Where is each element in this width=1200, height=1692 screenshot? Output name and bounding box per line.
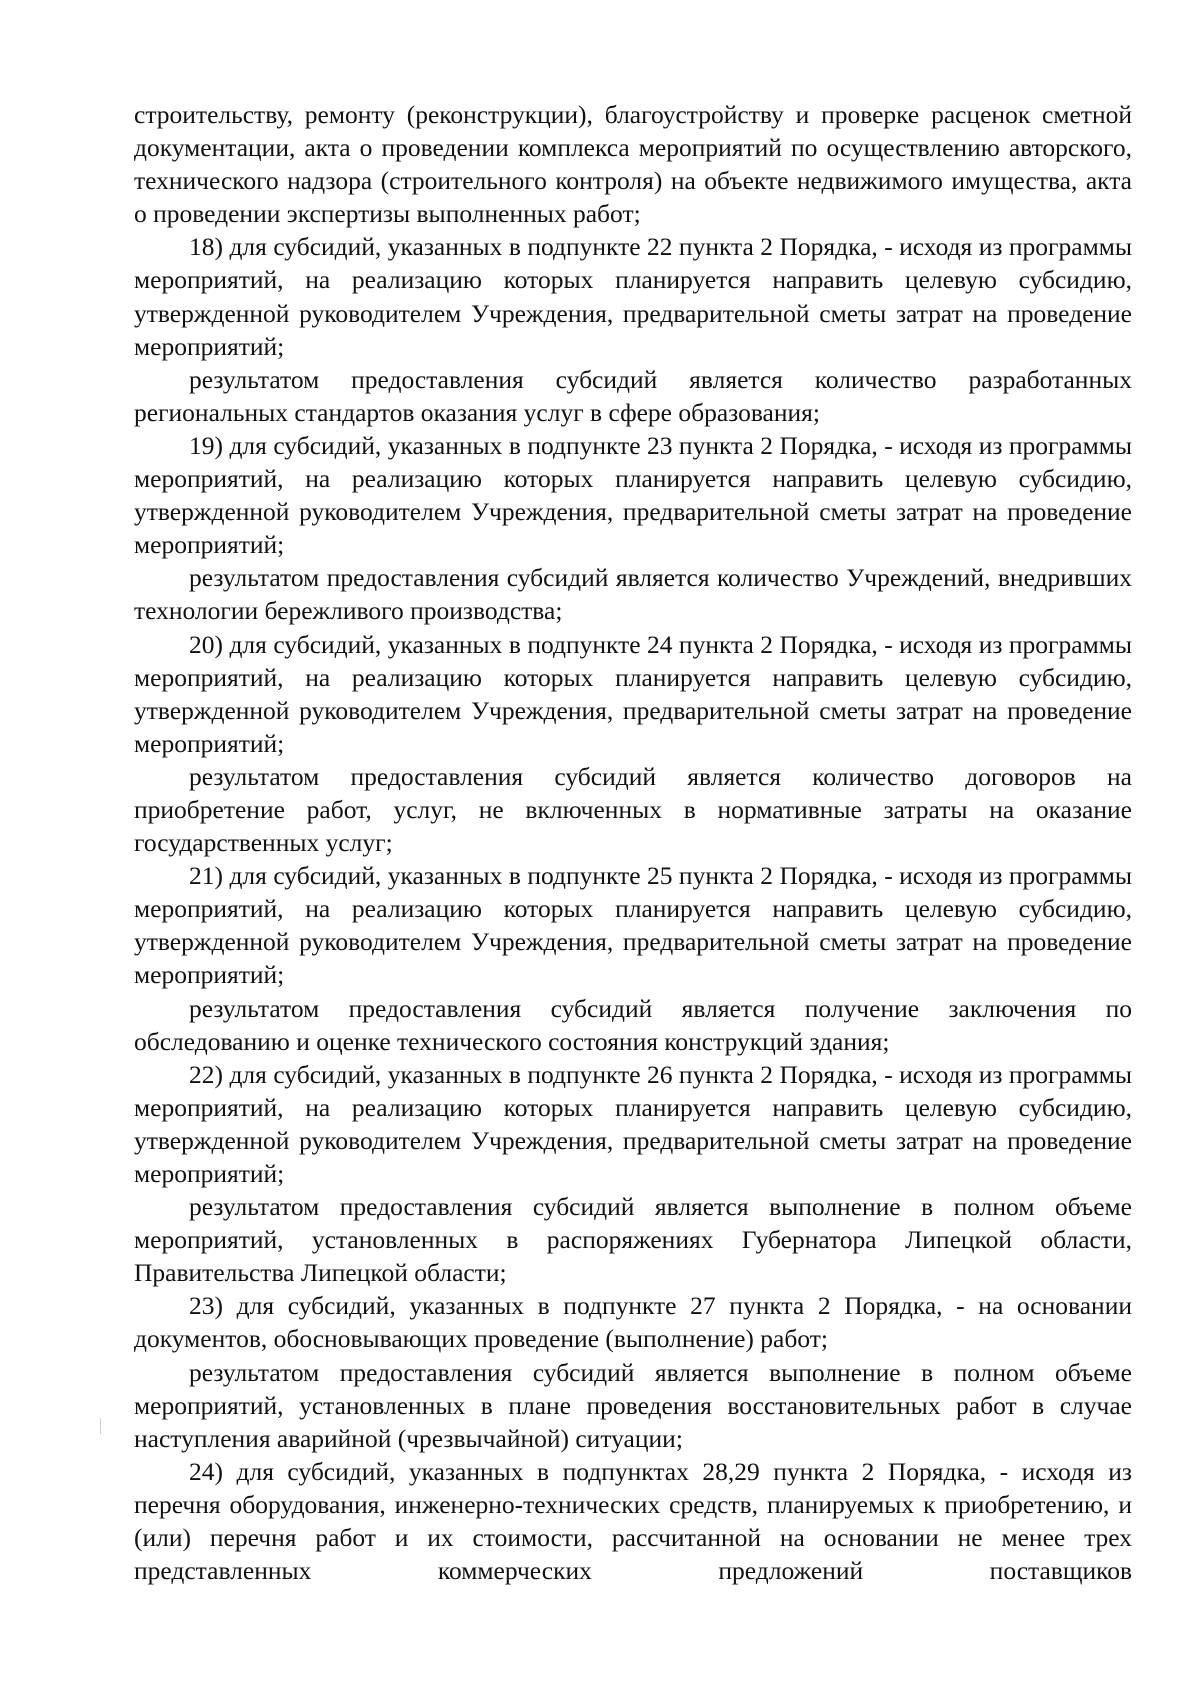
paragraph-item-19: 19) для субсидий, указанных в подпункте 23 пункта 2 Порядка, - исходя из программы мероприятий, на реализацию которых планируется направить целевую субсидию, утвержденной руководителем Учреждения, предварительной сметы затрат на проведение мероприятий; bbox=[134, 430, 1132, 560]
paragraph-result-22: результатом предоставления субсидий является выполнение в полном объеме мероприятий, установленных в распоряжениях Губернатора Липецкой области, Правительства Липецкой области; bbox=[134, 1192, 1132, 1288]
paragraph-result-23: результатом предоставления субсидий является выполнение в полном объеме мероприятий, установленных в плане проведения восстановительных работ в случае наступления аварийной (чрезвычайной) ситуации; bbox=[134, 1357, 1132, 1453]
paragraph-continuation: строительству, ремонту (реконструкции), благоустройству и проверке расценок сметной документации, акта о проведении комплекса мероприятий по осуществлению авторского, технического надзора (строительного контроля) на объекте недвижимого имущества, акта о проведении экспертизы выполненных работ; bbox=[134, 100, 1132, 229]
paragraph-item-20: 20) для субсидий, указанных в подпункте 24 пункта 2 Порядка, - исходя из программы мероприятий, на реализацию которых планируется направить целевую субсидию, утвержденной руководителем Учреждения, предварительной сметы затрат на проведение мероприятий; bbox=[134, 629, 1132, 758]
paragraph-result-18: результатом предоставления субсидий является количество разработанных региональных стандартов оказания услуг в сфере образования; bbox=[134, 364, 1132, 427]
paragraph-item-21: 21) для субсидий, указанных в подпункте 25 пункта 2 Порядка, - исходя из программы мероприятий, на реализацию которых планируется направить целевую субсидию, утвержденной руководителем Учреждения, предварительной сметы затрат на проведение мероприятий; bbox=[134, 861, 1132, 990]
paragraph-item-23: 23) для субсидий, указанных в подпункте 27 пункта 2 Порядка, - на основании документов, обосновывающих проведение (выполнение) работ; bbox=[134, 1291, 1132, 1354]
paragraph-item-22: 22) для субсидий, указанных в подпункте 26 пункта 2 Порядка, - исходя из программы мероприятий, на реализацию которых планируется направить целевую субсидию, утвержденной руководителем Учреждения, предварительной сметы затрат на проведение мероприятий; bbox=[134, 1059, 1132, 1188]
paragraph-result-19: результатом предоставления субсидий является количество Учреждений, внедривших технологии бережливого производства; bbox=[134, 563, 1132, 626]
paragraph-item-18: 18) для субсидий, указанных в подпункте 22 пункта 2 Порядка, - исходя из программы мероприятий, на реализацию которых планируется направить целевую субсидию, утвержденной руководителем Учреждения, предварительной сметы затрат на проведение мероприятий; bbox=[134, 232, 1132, 361]
document-body bbox=[134, 98, 1132, 1587]
paragraph-item-24: 24) для субсидий, указанных в подпунктах 28,29 пункта 2 Порядка, - исходя из перечня оборудования, инженерно-технических средств, планируемых к приобретению, и (или) перечня работ и их стоимости, рассчитанной на основании не менее трех представленных коммерческих предложений поставщиков bbox=[134, 1456, 1132, 1586]
paragraph-result-21: результатом предоставления субсидий является получение заключения по обследованию и оценке технического состояния конструкций здания; bbox=[134, 993, 1132, 1056]
scan-margin-mark bbox=[100, 1418, 101, 1434]
paragraph-result-20: результатом предоставления субсидий является количество договоров на приобретение работ, услуг, не включенных в нормативные затраты на оказание государственных услуг; bbox=[134, 761, 1132, 858]
